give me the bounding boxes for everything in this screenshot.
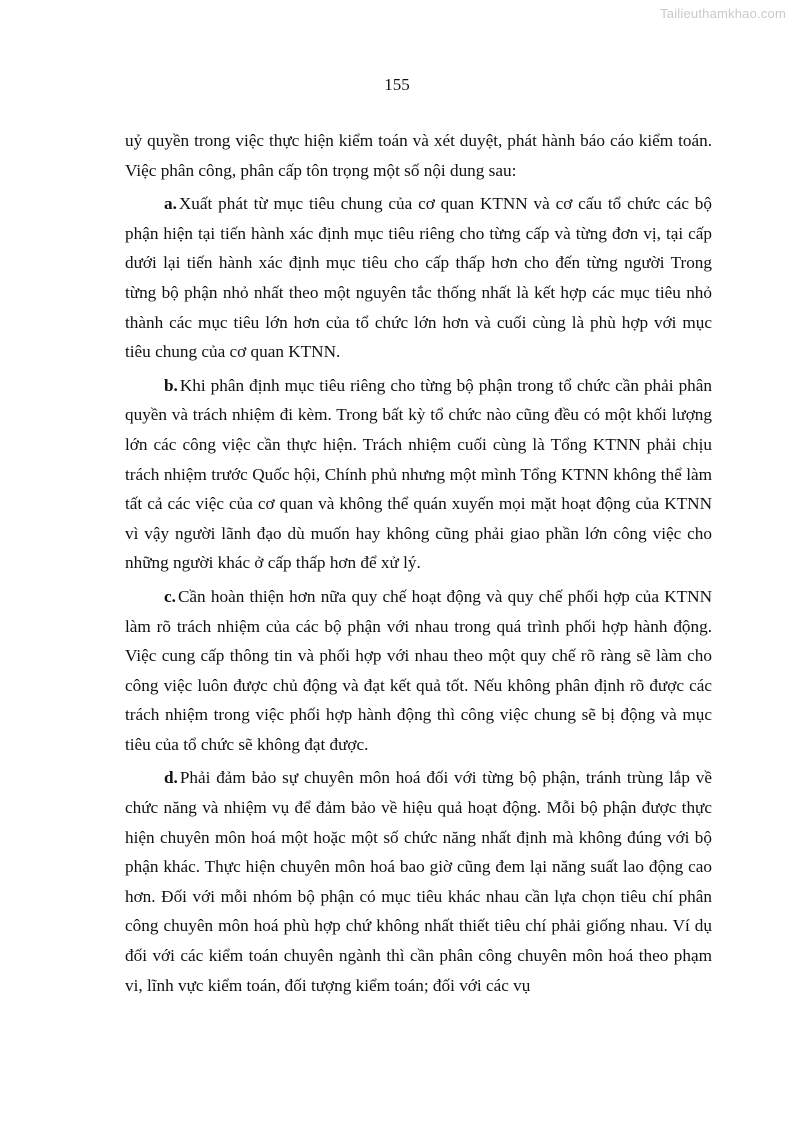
paragraph-c <box>125 582 712 760</box>
item-label-d: d. <box>164 768 178 788</box>
paragraph-text: uỷ quyền trong việc thực hiện kiểm toán và xét duyệt, phát hành báo cáo kiểm toán. Việc phân công, phân cấp tôn trọng một số nội dung sau: <box>125 131 712 180</box>
document-body <box>125 126 712 1004</box>
item-label-a: a. <box>164 194 177 214</box>
item-label-b: b. <box>164 375 178 395</box>
item-label-c: c. <box>164 586 176 606</box>
watermark: Tailieuthamkhao.com <box>660 6 786 21</box>
page-number: 155 <box>384 75 410 94</box>
paragraph-text: Xuất phát từ mục tiêu chung của cơ quan KTNN và cơ cấu tổ chức các bộ phận hiện tại tiến hành xác định mục tiêu riêng cho từng cấp và từng đơn vị, tại cấp dưới lại tiến hành xác định mục tiêu cho cấp thấp hơn cho đến từng người Trong từng bộ phận nhỏ nhất theo một nguyên tắc thống nhất là kết hợp các mục tiêu nhỏ thành các mục tiêu lớn hơn của tổ chức lớn hơn và cuối cùng là phù hợp với mục tiêu chung của cơ quan KTNN. <box>125 194 712 362</box>
paragraph-a <box>125 189 712 367</box>
paragraph-text: Khi phân định mục tiêu riêng cho từng bộ phận trong tổ chức cần phải phân quyền và trách nhiệm đi kèm. Trong bất kỳ tổ chức nào cũng đều có một khối lượng lớn các công việc cần thực hiện. Trách nhiệm cuối cùng là Tổng KTNN phải chịu trách nhiệm trước Quốc hội, Chính phủ nhưng một mình Tổng KTNN không thể làm tất cả các việc của cơ quan và không thể quán xuyến mọi mặt hoạt động của KTNN vì vậy người lãnh đạo dù muốn hay không cũng phải giao phần lớn công việc cho những người khác ở cấp thấp hơn để xử lý. <box>125 375 712 573</box>
paragraph-intro <box>125 126 712 185</box>
paragraph-d <box>125 763 712 1000</box>
paragraph-text: Cần hoàn thiện hơn nữa quy chế hoạt động và quy chế phối hợp của KTNN làm rõ trách nhiệm của các bộ phận với nhau trong quá trình phối hợp hành động. Việc cung cấp thông tin và phối hợp với nhau theo một quy chế rõ ràng sẽ làm cho công việc luôn được chủ động và đạt kết quả tốt. Nếu không phân định rõ được các trách nhiệm trong việc phối hợp hành động thì công việc chung sẽ bị động và mục tiêu của tổ chức sẽ không đạt được. <box>125 586 712 754</box>
paragraph-text: Phải đảm bảo sự chuyên môn hoá đối với từng bộ phận, tránh trùng lắp về chức năng và nhiệm vụ để đảm bảo về hiệu quả hoạt động. Mỗi bộ phận được thực hiện chuyên môn hoá một hoặc một số chức năng nhất định mà không đúng với bộ phận khác. Thực hiện chuyên môn hoá bao giờ cũng đem lại năng suất lao động cao hơn. Đối với mỗi nhóm bộ phận có mục tiêu khác nhau cần lựa chọn tiêu chí phân công chuyên môn hoá phù hợp chứ không nhất thiết tiêu chí phải giống nhau. Ví dụ đối với các kiểm toán chuyên ngành thì cần phân công chuyên môn hoá theo phạm vi, lĩnh vực kiểm toán, đối tượng kiểm toán; đối với các vụ <box>125 768 712 995</box>
paragraph-b <box>125 371 712 578</box>
